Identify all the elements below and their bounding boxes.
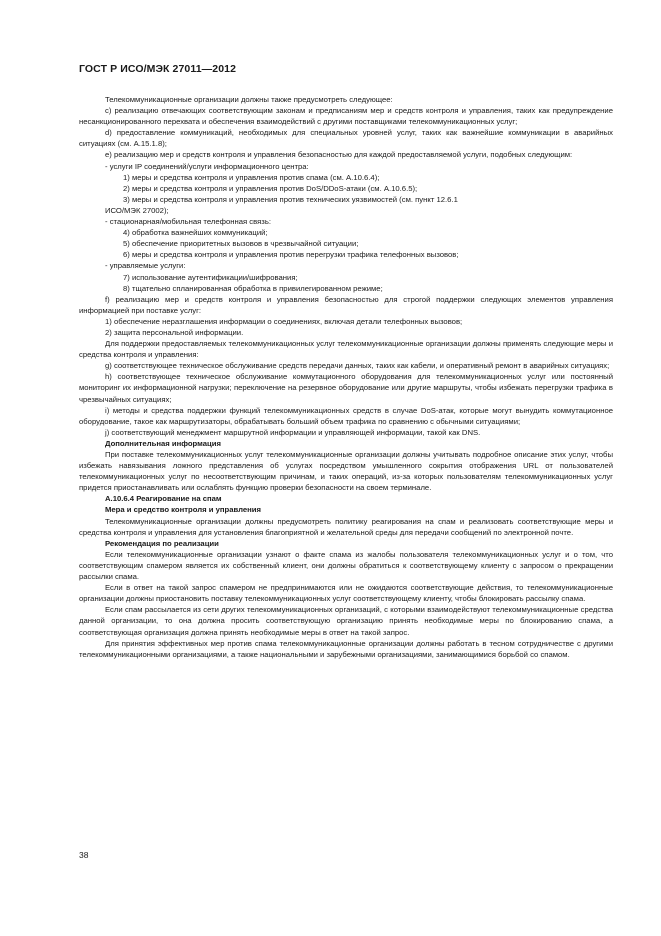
paragraph: g) соответствующее техническое обслуживание средств передачи данных, таких как кабели, и оперативный ремонт в аварийных ситуациях;: [105, 361, 610, 371]
list-item: - услуги IP соединений/услуги информационного центра:: [105, 161, 309, 171]
paragraph: Если телекоммуникационные организации узнают о факте спама из жалобы пользователя телекоммуникационных услуг и о том, что соответствующим спамером является их собственный клиент, они должны обратиться к соответствующему клиенту с запросом о прекращении рассылки спама.: [79, 549, 613, 582]
paragraph: e) реализацию мер и средств контроля и управления безопасностью для каждой предоставляемой услуги, подобных следующим:: [105, 150, 573, 160]
paragraph: j) соответствующий менеджмент маршрутной информации и управляющей информации, такой как DNS.: [105, 427, 481, 437]
document-header: ГОСТ Р ИСО/МЭК 27011—2012: [79, 63, 237, 75]
section-heading: А.10.6.4 Реагирование на спам: [105, 494, 222, 504]
list-item: 8) тщательно спланированная обработка в привилегированном режиме;: [123, 283, 383, 293]
paragraph: При поставке телекоммуникационных услуг телекоммуникационные организации должны учитывать подробное описание этих услуг, чтобы избежать навязывания ложного представления об услугах посредством умышленного сокрытия отображения URL от пользователей телекоммуникационных услуг по несоответствующим причинам, и таких операций, из-за которых пользователям телекоммуникационных услуг придется приостанавливать или ослаблять функцию проверки безопасности на своем терминале.: [79, 450, 613, 493]
list-item: 4) обработка важнейших коммуникаций;: [123, 228, 268, 238]
list-item: - стационарная/мобильная телефонная связь:: [105, 217, 271, 227]
paragraph: Телекоммуникационные организации должны также предусмотреть следующее:: [105, 95, 393, 104]
section-heading: Мера и средство контроля и управления: [105, 505, 262, 515]
list-item: 6) меры и средства контроля и управления против перегрузки трафика телефонных вызовов;: [123, 250, 459, 260]
section-heading: Дополнительная информация: [105, 438, 221, 448]
paragraph: Телекоммуникационные организации должны предусмотреть политику реагирования на спам и реализовать соответствующие меры и средства контроля и управления для установления благоприятной и желательной среды для передачи сообщений по электронной почте.: [79, 516, 613, 537]
list-item: 1) обеспечение неразглашения информации о соединениях, включая детали телефонных вызовов;: [105, 316, 463, 326]
list-item: 1) меры и средства контроля и управления против спама (см. А.10.6.4);: [123, 172, 380, 182]
list-item: ИСО/МЭК 27002);: [105, 205, 169, 215]
paragraph: Для поддержки предоставляемых телекоммуникационных услуг телекоммуникационные организации должны применять следующие меры и средства контроля и управления:: [79, 339, 613, 360]
list-item: 2) защита персональной информации.: [105, 327, 244, 337]
list-item: 5) обеспечение приоритетных вызовов в чрезвычайной ситуации;: [123, 239, 359, 249]
paragraph: Если в ответ на такой запрос спамером не предпринимаются или не ожидаются соответствующие действия, то телекоммуникационные организации должны приостановить поставку телекоммуникационных услуг соответствующему клиенту, чтобы блокировать рассылку спама.: [79, 583, 613, 604]
list-item: 2) меры и средства контроля и управления против DoS/DDoS-атаки (см. А.10.6.5);: [123, 183, 418, 193]
paragraph: Если спам рассылается из сети других телекоммуникационных организаций, с которыми взаимодействуют телекоммуникационные средства данной организации, то она должна просить соответствующую организацию принять необходимые меры по блокированию спама, а соответствующая организация должна принять необходимые меры в ответ на такой запрос.: [79, 605, 613, 637]
list-item: 7) использование аутентификации/шифрования;: [123, 272, 298, 282]
page-number: 38: [79, 850, 89, 860]
paragraph: c) реализацию отвечающих соответствующим законам и предписаниям мер и средств контроля и управления, таких как предупреждение несанкционированного перехвата и обеспечения взаимодействий с другими поставщиками телекоммуникационных услуг;: [79, 106, 613, 127]
paragraph: Для принятия эффективных мер против спама телекоммуникационные организации должны работать в тесном сотрудничестве с другими телекоммуникационными организациями, а также национальными и зарубежными организациями, занимающимися борьбой со спамом.: [79, 638, 613, 659]
section-heading: Рекомендация по реализации: [105, 538, 219, 548]
document-body: [79, 94, 613, 660]
paragraph: h) соответствующее техническое обслуживание коммутационного оборудования для телекоммуникационных услуг или постоянный мониторинг их информационной нагрузки; переключение на резервное оборудование или другие маршруты, чтобы избежать перегрузки трафика в чрезвычайных ситуациях;: [79, 372, 613, 404]
list-item: 3) меры и средства контроля и управления против технических уязвимостей (см. пункт 12.6.1: [123, 194, 458, 204]
paragraph: i) методы и средства поддержки функций телекоммуникационных средств в случае DoS-атак, которые могут вынудить коммутационное оборудование, такое как маршрутизаторы, обрабатывать больший объем трафика по сравнению с обычными ситуациями;: [79, 405, 613, 426]
list-item: - управляемые услуги:: [105, 261, 186, 271]
paragraph: f) реализацию мер и средств контроля и управления безопасностью для строгой поддержки следующих элементов управления информацией при поставке услуг:: [79, 294, 613, 315]
paragraph: d) предоставление коммуникаций, необходимых для специальных уровней услуг, таких как важнейшие коммуникации в аварийных ситуациях (см. А.15.1.8);: [79, 128, 613, 149]
